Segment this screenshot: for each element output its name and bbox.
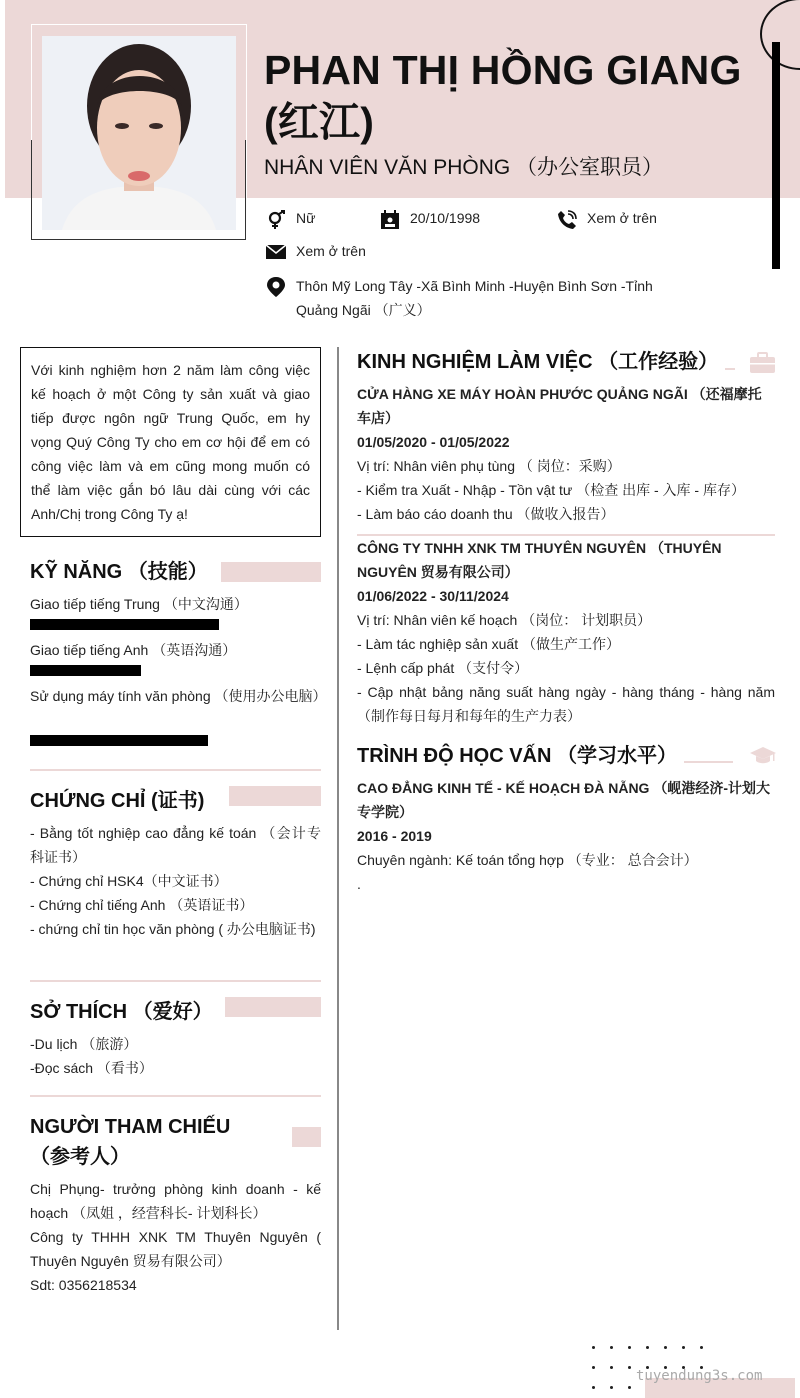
decor-vertical-bar bbox=[772, 42, 780, 269]
references-title: NGƯỜI THAM CHIẾU （参考人） bbox=[30, 1116, 231, 1168]
certificate-item: - Chứng chỉ tiếng Anh （英语证书） bbox=[30, 897, 254, 913]
birthday-value: 20/10/1998 bbox=[410, 210, 481, 226]
decor-dot bbox=[610, 1386, 613, 1389]
reference-line: Sdt: 0356218534 bbox=[30, 1277, 137, 1293]
job-2-line: Vị trí: Nhân viên kế hoạch （岗位： 计划职员） bbox=[357, 612, 652, 628]
references-title-accent bbox=[292, 1127, 321, 1147]
job-2-line: - Lệnh cấp phát （支付令） bbox=[357, 660, 529, 676]
experience-title: KINH NGHIỆM LÀM VIỆC （工作经验） bbox=[357, 351, 719, 373]
hobby-item: -Du lịch （旅游） bbox=[30, 1036, 138, 1052]
education-school: CAO ĐẲNG KINH TẾ - KẾ HOẠCH ĐÀ NẴNG （岘港经济-计划大专学院） bbox=[357, 780, 770, 820]
education-major: Chuyên ngành: Kế toán tổng hợp （专业： 总合会计） bbox=[357, 852, 698, 868]
certificate-item: - Chứng chỉ HSK4（中文证书） bbox=[30, 873, 228, 889]
email-value: Xem ở trên bbox=[296, 243, 366, 259]
education-period: 2016 - 2019 bbox=[357, 828, 432, 844]
skills-title-accent bbox=[221, 562, 321, 582]
job-1-line: Vị trí: Nhân viên phụ tùng （ 岗位：采购） bbox=[357, 458, 621, 474]
job-2-line: - Cập nhật bảng năng suất hàng ngày - hàng tháng - hàng năm （制作每日每月和每年的生产力表） bbox=[357, 684, 775, 724]
decor-dot bbox=[592, 1366, 595, 1369]
phone-icon bbox=[557, 210, 577, 230]
divider bbox=[30, 1095, 321, 1097]
job-title: NHÂN VIÊN VĂN PHÒNG （办公室职员） bbox=[264, 156, 664, 179]
hobby-item: -Đọc sách （看书） bbox=[30, 1060, 153, 1076]
decor-dot bbox=[610, 1366, 613, 1369]
decor-dot bbox=[628, 1346, 631, 1349]
hobbies-list bbox=[30, 1032, 153, 1080]
certificate-item: - chứng chỉ tin học văn phòng ( 办公电脑证书) bbox=[30, 921, 316, 937]
career-objective: Với kinh nghiệm hơn 2 năm làm công việc kế hoạch ở một Công ty sản xuất và giao tiếp được ngôn ngữ Trung Quốc, em hy vọng Quý Công Ty cho em cơ hội để em có công việc làm và em cũng mong muốn có thể làm việc gắn bó lâu dài cùng với các Anh/Chị trong Công Ty ạ! bbox=[20, 347, 321, 537]
job-1-line: - Kiểm tra Xuất - Nhập - Tồn vật tư （检查 出库 - 入库 - 库存） bbox=[357, 482, 745, 498]
job-1-line: - Làm báo cáo doanh thu （做收入报告） bbox=[357, 506, 615, 522]
title-accent-line bbox=[684, 761, 733, 763]
certificates-title-accent bbox=[229, 786, 321, 806]
skill-1-label: Giao tiếp tiếng Trung （中文沟通） bbox=[30, 596, 248, 612]
job-2-line: - Làm tác nghiệp sản xuất （做生产工作） bbox=[357, 636, 620, 652]
hobbies-title-accent bbox=[225, 997, 321, 1017]
skills-title: KỸ NĂNG （技能） bbox=[30, 561, 208, 583]
profile-photo bbox=[42, 36, 236, 230]
divider bbox=[30, 980, 321, 982]
skill-3-bar bbox=[30, 735, 208, 746]
gender-info bbox=[266, 210, 315, 230]
column-divider bbox=[337, 347, 339, 1330]
certificates-title: CHỨNG CHỈ (证书) bbox=[30, 790, 205, 812]
birthday-info bbox=[380, 210, 480, 230]
certificate-item: - Bằng tốt nghiệp cao đẳng kế toán （会计专科证书） bbox=[30, 825, 321, 865]
mail-icon bbox=[266, 243, 286, 261]
gender-value: Nữ bbox=[296, 210, 316, 226]
skill-2-bar bbox=[30, 665, 141, 676]
references-body bbox=[30, 1177, 321, 1297]
job-2 bbox=[357, 536, 775, 728]
skill-1-bar bbox=[30, 619, 219, 630]
hobbies-title: SỞ THÍCH （爱好） bbox=[30, 1001, 213, 1023]
calendar-icon bbox=[380, 210, 400, 230]
education-note: . bbox=[357, 876, 361, 892]
reference-line: Công ty THHH XNK TM Thuyên Nguyên ( Thuyên Nguyên 贸易有限公司） bbox=[30, 1229, 321, 1269]
skill-3-label: Sử dụng máy tính văn phòng （使用办公电脑） bbox=[30, 688, 327, 704]
decor-dot bbox=[646, 1346, 649, 1349]
watermark: tuyendung3s.com bbox=[636, 1368, 763, 1384]
graduation-cap-icon bbox=[750, 746, 776, 766]
job-1-company: CỬA HÀNG XE MÁY HOÀN PHƯỚC QUẢNG NGÃI （还福摩托车店） bbox=[357, 386, 762, 426]
job-1 bbox=[357, 382, 775, 526]
address-info bbox=[266, 276, 696, 322]
briefcase-icon bbox=[750, 352, 775, 373]
divider bbox=[30, 769, 321, 771]
skill-2-label: Giao tiếp tiếng Anh （英语沟通） bbox=[30, 642, 237, 658]
location-pin-icon bbox=[266, 277, 286, 299]
job-1-period: 01/05/2020 - 01/05/2022 bbox=[357, 434, 510, 450]
decor-dot bbox=[682, 1346, 685, 1349]
decor-dot bbox=[628, 1366, 631, 1369]
title-accent-line bbox=[725, 368, 735, 370]
job-2-company: CÔNG TY TNHH XNK TM THUYÊN NGUYÊN （THUYÊN NGUYÊN 贸易有限公司） bbox=[357, 540, 722, 580]
phone-value: Xem ở trên bbox=[587, 210, 657, 226]
decor-dot bbox=[628, 1386, 631, 1389]
candidate-name: PHAN THỊ HỒNG GIANG (红江) bbox=[264, 47, 742, 145]
decor-dot bbox=[610, 1346, 613, 1349]
phone-info bbox=[557, 210, 657, 230]
education-title: TRÌNH ĐỘ HỌC VẤN （学习水平） bbox=[357, 745, 677, 767]
decor-dot bbox=[592, 1386, 595, 1389]
email-info bbox=[266, 243, 366, 261]
decor-dot bbox=[664, 1346, 667, 1349]
decor-dot bbox=[592, 1346, 595, 1349]
reference-line: Chị Phụng- trưởng phòng kinh doanh - kế hoạch （凤姐 ，经营科长- 计划科长） bbox=[30, 1181, 321, 1221]
gender-icon bbox=[266, 210, 286, 230]
decor-dot bbox=[700, 1346, 703, 1349]
certificates-list bbox=[30, 821, 321, 941]
address-value: Thôn Mỹ Long Tây -Xã Bình Minh -Huyện Bình Sơn -Tỉnh Quảng Ngãi （广义） bbox=[296, 278, 653, 318]
education-body bbox=[357, 776, 775, 896]
job-2-period: 01/06/2022 - 30/11/2024 bbox=[357, 588, 509, 604]
